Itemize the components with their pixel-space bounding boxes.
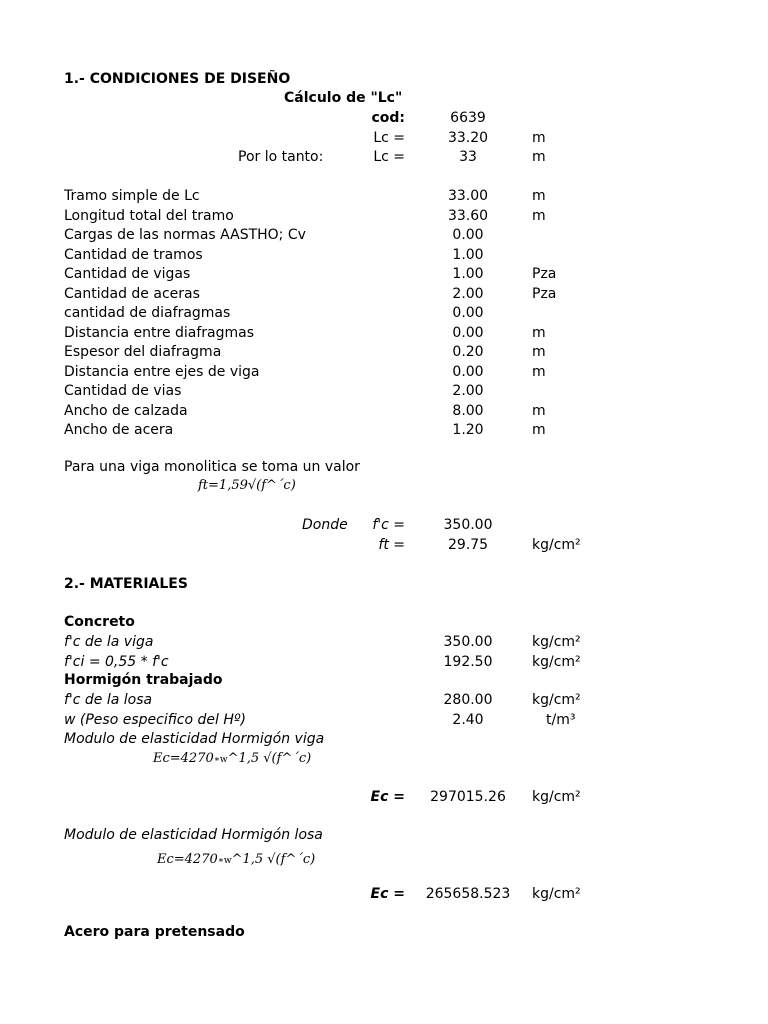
lc2-label: Lc = bbox=[373, 149, 405, 165]
section1-heading: 1.- CONDICIONES DE DISEÑO bbox=[64, 71, 291, 87]
ec-viga-formula bbox=[153, 750, 311, 769]
param-label: Espesor del diafragma bbox=[64, 344, 222, 360]
ec-viga-value: 297015.26 bbox=[430, 789, 506, 805]
param-label: Cantidad de tramos bbox=[64, 247, 203, 263]
section1-subheading: Cálculo de "Lc" bbox=[284, 90, 403, 106]
param-label: Ancho de acera bbox=[64, 422, 174, 438]
param-unit: m bbox=[532, 364, 546, 380]
param-value: 8.00 bbox=[452, 403, 484, 419]
w-label: w (Peso especifico del Hº) bbox=[64, 712, 246, 728]
lc2-value: 33 bbox=[459, 149, 477, 165]
param-unit: m bbox=[532, 325, 546, 341]
param-unit: Pza bbox=[532, 266, 557, 282]
param-label: Ancho de calzada bbox=[64, 403, 188, 419]
param-label: Cantidad de vigas bbox=[64, 266, 191, 282]
param-value: 33.00 bbox=[447, 188, 489, 204]
concreto-heading: Concreto bbox=[64, 614, 135, 630]
param-unit: m bbox=[532, 208, 546, 224]
cod-value: 6639 bbox=[450, 110, 486, 126]
ft-label: ft = bbox=[378, 537, 405, 553]
ec-losa-unit: kg/cm² bbox=[532, 886, 581, 902]
param-unit: Pza bbox=[532, 286, 557, 302]
ft-formula: ft=1,59√(f^´c) bbox=[198, 478, 296, 493]
fc-viga-value: 350.00 bbox=[443, 634, 493, 650]
ec-losa-value: 265658.523 bbox=[425, 886, 511, 902]
ec-losa-formula-left: Ec=4270 bbox=[157, 852, 218, 867]
param-value: 0.00 bbox=[452, 305, 484, 321]
param-value: 33.60 bbox=[447, 208, 489, 224]
ec-losa-formula bbox=[157, 851, 315, 870]
param-value: 0.00 bbox=[452, 227, 484, 243]
ec-losa-formula-mid: ∗w bbox=[217, 856, 232, 866]
ec-viga-label: Ec = bbox=[370, 789, 405, 805]
param-value: 1.00 bbox=[452, 266, 484, 282]
ec-formula-left: Ec=4270 bbox=[153, 751, 214, 766]
param-value: 2.00 bbox=[452, 286, 484, 302]
hormigon-heading: Hormigón trabajado bbox=[64, 672, 223, 688]
mod-losa-label: Modulo de elasticidad Hormigón losa bbox=[64, 827, 323, 843]
fc-viga-unit: kg/cm² bbox=[532, 634, 581, 650]
param-unit: m bbox=[532, 403, 546, 419]
param-label: Cantidad de aceras bbox=[64, 286, 200, 302]
lc-label: Lc = bbox=[373, 130, 405, 146]
param-label: Distancia entre ejes de viga bbox=[64, 364, 260, 380]
param-unit: m bbox=[532, 422, 546, 438]
param-label: cantidad de diafragmas bbox=[64, 305, 231, 321]
param-label: Cargas de las normas AASTHO; Cv bbox=[64, 227, 306, 243]
donde-label: Donde bbox=[302, 517, 348, 533]
fc-value: 350.00 bbox=[443, 517, 493, 533]
param-value: 1.00 bbox=[452, 247, 484, 263]
param-label: Tramo simple de Lc bbox=[64, 188, 200, 204]
param-label: Distancia entre diafragmas bbox=[64, 325, 255, 341]
section2-heading: 2.- MATERIALES bbox=[64, 576, 188, 592]
fc-viga-label: f'c de la viga bbox=[64, 634, 154, 650]
ft-unit: kg/cm² bbox=[532, 537, 581, 553]
param-value: 0.00 bbox=[452, 325, 484, 341]
fc-losa-value: 280.00 bbox=[443, 692, 493, 708]
param-label: Cantidad de vias bbox=[64, 383, 182, 399]
ec-formula-right: ^1,5 √(f^´c) bbox=[227, 751, 312, 766]
param-value: 0.20 bbox=[452, 344, 484, 360]
ec-viga-unit: kg/cm² bbox=[532, 789, 581, 805]
mod-viga-label: Modulo de elasticidad Hormigón viga bbox=[64, 731, 325, 747]
ec-formula-mid: ∗w bbox=[213, 755, 228, 765]
param-value: 0.00 bbox=[452, 364, 484, 380]
w-value: 2.40 bbox=[452, 712, 484, 728]
acero-heading: Acero para pretensado bbox=[64, 924, 245, 940]
therefore-label: Por lo tanto: bbox=[238, 149, 324, 165]
ec-losa-label: Ec = bbox=[370, 886, 405, 902]
fc-label: f'c = bbox=[372, 517, 405, 533]
monolithic-note: Para una viga monolitica se toma un valor bbox=[64, 459, 360, 475]
param-value: 1.20 bbox=[452, 422, 484, 438]
fci-label: f'ci = 0,55 * f'c bbox=[64, 654, 169, 670]
lc-unit: m bbox=[532, 130, 546, 146]
param-unit: m bbox=[532, 188, 546, 204]
ec-losa-formula-right: ^1,5 √(f^´c) bbox=[231, 852, 316, 867]
fc-losa-unit: kg/cm² bbox=[532, 692, 581, 708]
fci-unit: kg/cm² bbox=[532, 654, 581, 670]
fci-value: 192.50 bbox=[443, 654, 493, 670]
w-unit: t/m³ bbox=[546, 712, 576, 728]
cod-label: cod: bbox=[371, 110, 405, 126]
fc-losa-label: f'c de la losa bbox=[64, 692, 153, 708]
param-label: Longitud total del tramo bbox=[64, 208, 234, 224]
param-unit: m bbox=[532, 344, 546, 360]
lc2-unit: m bbox=[532, 149, 546, 165]
param-value: 2.00 bbox=[452, 383, 484, 399]
ft-value: 29.75 bbox=[447, 537, 489, 553]
lc-value: 33.20 bbox=[447, 130, 489, 146]
